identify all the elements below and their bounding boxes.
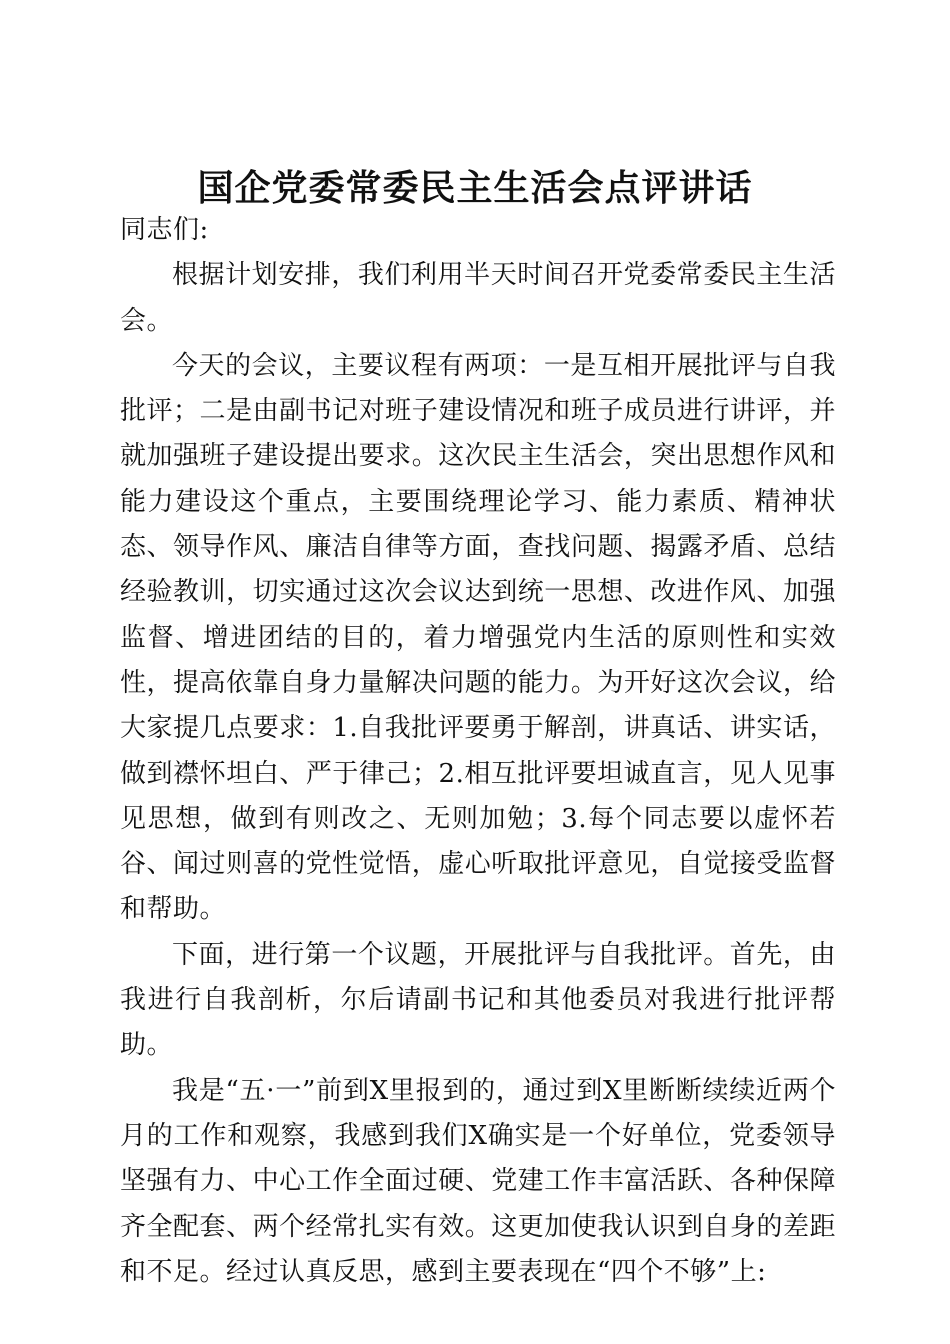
paragraph-schedule: 根据计划安排，我们利用半天时间召开党委常委民主生活会。 [120,260,836,336]
document-title: 国企党委常委民主生活会点评讲话 [197,167,753,209]
paragraph-agenda: 今天的会议，主要议程有两项：一是互相开展批评与自我批评；二是由副书记对班子建设情况和班子成员进行讲评，并就加强班子建设提出要求。这次民主生活会，突出思想作风和能力建设这个重点，主要围绕理论学习、能力素质、精神状态、领导作风、廉洁自律等方面，查找问题、揭露矛盾、总结经验教训，切实通过这次会议达到统一思想、改进作风、加强监督、增进团结的目的，着力增强党内生活的原则性和实效性，提高依靠自身力量解决问题的能力。为开好这次会议，给大家提几点要求：1.自我批评要勇于解剖，讲真话、讲实话，做到襟怀坦白、严于律己；2.相互批评要坦诚直言，见人见事见思想，做到有则改之、无则加勉；3.每个同志要以虚怀若谷、闻过则喜的党性觉悟，虚心听取批评意见，自觉接受监督和帮助。 [120,350,836,925]
paragraph-self-analysis: 我是“五·一”前到X里报到的，通过到X里断断续续近两个月的工作和观察，我感到我们X确实是一个好单位，党委领导坚强有力、中心工作全面过硬、党建工作丰富活跃、各种保障齐全配套、两个经常扎实有效。这更加使我认识到自身的差距和不足。经过认真反思，感到主要表现在“四个不够”上: [120,1075,836,1287]
document-body [120,208,836,1295]
paragraph-first-topic: 下面，进行第一个议题，开展批评与自我批评。首先，由我进行自我剖析，尔后请副书记和其他委员对我进行批评帮助。 [120,939,836,1061]
salutation: 同志们: [120,215,209,245]
